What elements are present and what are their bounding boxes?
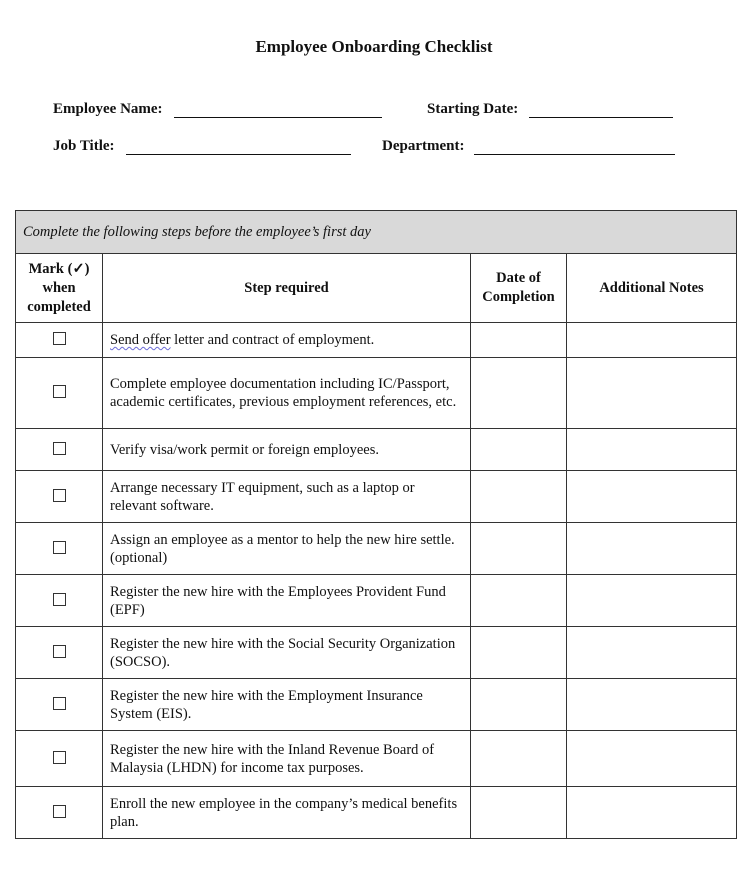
step-text: Register the new hire with the Inland Revenue Board of Malaysia (LHDN) for income tax purposes. xyxy=(103,731,471,787)
step-text: Arrange necessary IT equipment, such as a laptop or relevant software. xyxy=(103,471,471,523)
date-cell[interactable] xyxy=(471,787,567,839)
checklist-banner: Complete the following steps before the employee’s first day xyxy=(16,211,737,254)
table-row xyxy=(16,323,737,358)
notes-cell[interactable] xyxy=(567,679,737,731)
table-row xyxy=(16,429,737,471)
checkbox[interactable] xyxy=(53,751,66,764)
notes-cell[interactable] xyxy=(567,429,737,471)
notes-cell[interactable] xyxy=(567,323,737,358)
checkbox[interactable] xyxy=(53,442,66,455)
checkbox[interactable] xyxy=(53,645,66,658)
page-title: Employee Onboarding Checklist xyxy=(255,37,493,56)
date-cell[interactable] xyxy=(471,575,567,627)
step-text: Assign an employee as a mentor to help the new hire settle. (optional) xyxy=(103,523,471,575)
step-text: Enroll the new employee in the company’s medical benefits plan. xyxy=(103,787,471,839)
checkbox[interactable] xyxy=(53,805,66,818)
starting-date-field[interactable] xyxy=(529,117,673,118)
checklist-table xyxy=(15,210,737,839)
table-row xyxy=(16,471,737,523)
job-title-label: Job Title: xyxy=(53,138,115,154)
date-cell[interactable] xyxy=(471,358,567,429)
checkbox[interactable] xyxy=(53,593,66,606)
date-cell[interactable] xyxy=(471,627,567,679)
date-cell[interactable] xyxy=(471,323,567,358)
date-cell[interactable] xyxy=(471,471,567,523)
table-row xyxy=(16,575,737,627)
notes-cell[interactable] xyxy=(567,471,737,523)
table-row xyxy=(16,787,737,839)
notes-cell[interactable] xyxy=(567,523,737,575)
date-column-header: Date of Completion xyxy=(471,254,567,323)
notes-cell[interactable] xyxy=(567,627,737,679)
department-label: Department: xyxy=(382,138,465,154)
employee-name-field[interactable] xyxy=(174,117,382,118)
checkbox[interactable] xyxy=(53,385,66,398)
step-text: Register the new hire with the Employees Provident Fund (EPF) xyxy=(103,575,471,627)
checkbox[interactable] xyxy=(53,489,66,502)
mark-column-header: Mark (✓) when completed xyxy=(16,254,103,323)
table-row xyxy=(16,358,737,429)
date-cell[interactable] xyxy=(471,523,567,575)
notes-cell[interactable] xyxy=(567,731,737,787)
checkbox[interactable] xyxy=(53,697,66,710)
date-cell[interactable] xyxy=(471,679,567,731)
starting-date-label: Starting Date: xyxy=(427,101,519,117)
checkbox[interactable] xyxy=(53,332,66,345)
step-text: Send offer letter and contract of employment. xyxy=(103,323,471,358)
job-title-field[interactable] xyxy=(126,154,351,155)
step-text: Complete employee documentation including IC/Passport, academic certificates, previous employment references, etc. xyxy=(103,358,471,429)
table-row xyxy=(16,679,737,731)
table-row xyxy=(16,627,737,679)
department-field[interactable] xyxy=(474,154,675,155)
notes-column-header: Additional Notes xyxy=(567,254,737,323)
step-text: Register the new hire with the Employment Insurance System (EIS). xyxy=(103,679,471,731)
step-column-header: Step required xyxy=(103,254,471,323)
step-text: Verify visa/work permit or foreign employees. xyxy=(103,429,471,471)
table-row xyxy=(16,731,737,787)
notes-cell[interactable] xyxy=(567,787,737,839)
notes-cell[interactable] xyxy=(567,575,737,627)
employee-name-label: Employee Name: xyxy=(53,101,163,117)
checkbox[interactable] xyxy=(53,541,66,554)
step-text: Register the new hire with the Social Security Organization (SOCSO). xyxy=(103,627,471,679)
date-cell[interactable] xyxy=(471,731,567,787)
table-row xyxy=(16,523,737,575)
date-cell[interactable] xyxy=(471,429,567,471)
notes-cell[interactable] xyxy=(567,358,737,429)
